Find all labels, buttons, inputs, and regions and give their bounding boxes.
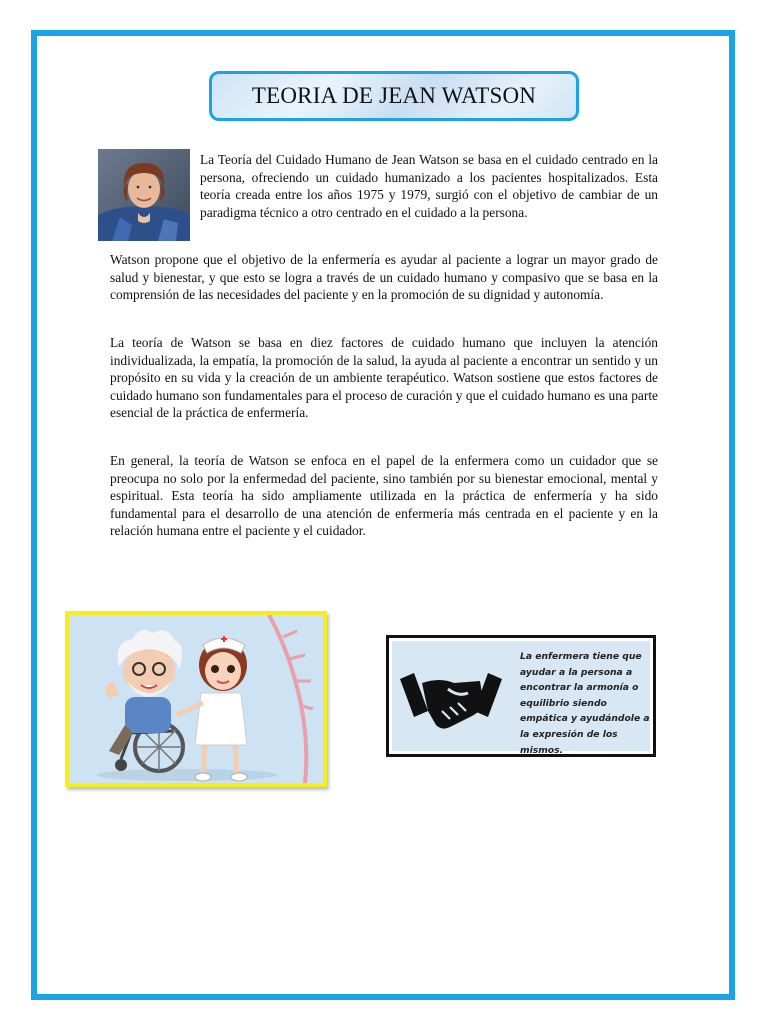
handshake-icon xyxy=(398,667,504,736)
paragraph-objective: Watson propone que el objetivo de la enfermería es ayudar al paciente a lograr un mayor grado de salud y bienestar, y que esto se logra a través de un cuidado humano y compasivo que se basa en la comprensión de las necesidades del paciente y en la promoción de su dignidad y autonomía. xyxy=(110,252,658,303)
paragraph-factors: La teoría de Watson se basa en diez factores de cuidado humano que incluyen la atención individualizada, la empatía, la promoción de la salud, la ayuda al paciente a encontrar un sentido y un propósito en su vida y la creación de un ambiente terapéutico. Watson sostiene que estos factores de cuidado humano son fundamentales para el proceso de curación y que el cuidado humano es una parte esencial de la práctica de enfermería. xyxy=(110,335,658,421)
paragraph-general: En general, la teoría de Watson se enfoca en el papel de la enfermera como un cuidador que se preocupa no solo por la enfermedad del paciente, sino también por su bienestar emocional, mental y espiritual. Esta teoría ha sido ampliamente utilizada en la práctica de enfermería y ha sido fundamental para el desarrollo de una atención de enfermería más centrada en el paciente y en la relación humana entre el paciente y el cuidador. xyxy=(110,453,658,539)
jean-watson-portrait xyxy=(98,149,190,241)
quote-text: La enfermera tiene que ayudar a la persona a encontrar la armonía o equilibrio siendo empática y ayudándole a la expresión de los mismos. xyxy=(520,651,650,756)
intro-paragraph: La Teoría del Cuidado Humano de Jean Watson se basa en el cuidado centrado en la persona, ofreciendo un cuidado humanizado a los pacientes hospitalizados. Esta teoría creada entre los años 1975 y 1979, surgió con el objetivo de cambiar de un paradigma técnico a otro centrado en el cuidado a la persona. xyxy=(200,152,658,220)
title-banner xyxy=(209,71,579,121)
nurse-patient-illustration xyxy=(65,611,327,787)
page-title: TEORIA DE JEAN WATSON xyxy=(251,83,537,108)
quote-box xyxy=(386,635,656,757)
